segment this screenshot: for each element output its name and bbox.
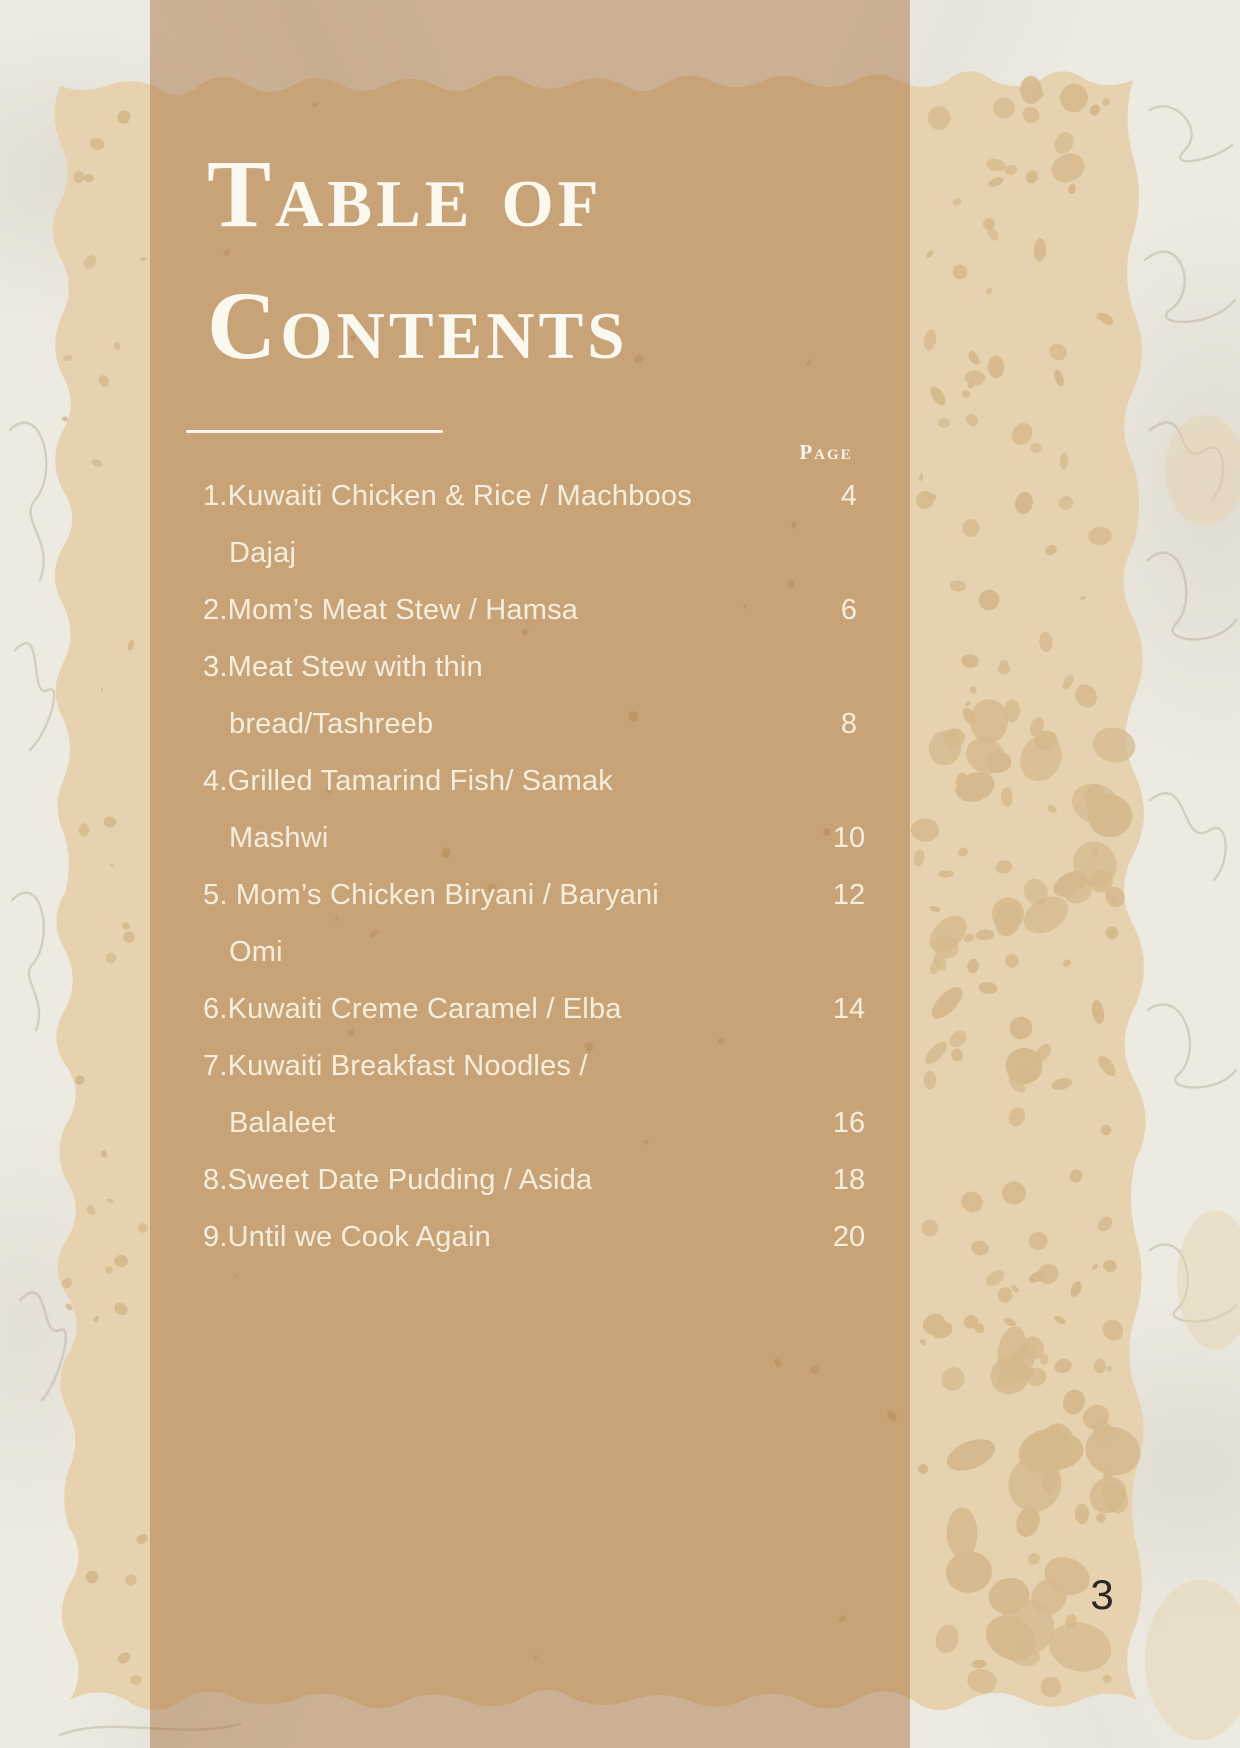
toc-item <box>203 582 903 639</box>
toc-item <box>203 867 903 981</box>
toc-item-number: 7. <box>203 1050 228 1082</box>
toc-item-title: 1.Kuwaiti Chicken & Rice / Machboos Dajaj <box>203 480 692 569</box>
toc-item-page: 8 <box>840 708 858 740</box>
toc-item-title: 2.Mom’s Meat Stew / Hamsa <box>203 594 579 626</box>
toc-item-page: 6 <box>840 594 858 626</box>
toc-item-number: 1. <box>203 480 228 512</box>
toc-item-title: 9.Until we Cook Again <box>203 1221 491 1253</box>
page-column-header: Page <box>799 440 853 464</box>
toc-item-page: 10 <box>832 822 866 854</box>
toc-item-number: 9. <box>203 1221 228 1253</box>
toc-item-title: 7.Kuwaiti Breakfast Noodles / Balaleet <box>203 1050 588 1139</box>
title-divider <box>186 430 443 433</box>
toc-item-page: 20 <box>832 1221 866 1253</box>
toc-item <box>203 981 903 1038</box>
toc-item-page: 4 <box>840 480 858 512</box>
page-title <box>207 128 847 391</box>
toc-item-page: 14 <box>832 993 866 1025</box>
toc-item-title: 6.Kuwaiti Creme Caramel / Elba <box>203 993 622 1025</box>
toc-item-number: 5. <box>203 879 228 911</box>
toc-item-page: 16 <box>832 1107 866 1139</box>
toc-item <box>203 753 903 867</box>
toc-item-number: 8. <box>203 1164 228 1196</box>
toc-item-page: 12 <box>832 879 866 911</box>
toc-item-title: 8.Sweet Date Pudding / Asida <box>203 1164 593 1196</box>
toc-item-number: 4. <box>203 765 228 797</box>
page-title-line-2: Contents <box>207 271 629 379</box>
toc-item <box>203 1038 903 1152</box>
toc-item-number: 6. <box>203 993 228 1025</box>
toc-item-title: 3.Meat Stew with thin bread/Tashreeb <box>203 651 483 740</box>
toc-item-title: 5. Mom’s Chicken Biryani / Baryani Omi <box>203 879 659 968</box>
page-title-line-1: Table of <box>207 140 603 247</box>
toc-item <box>203 639 903 753</box>
toc-item <box>203 468 903 582</box>
toc-item-title: 4.Grilled Tamarind Fish/ Samak Mashwi <box>203 765 614 854</box>
toc-item-number: 3. <box>203 651 228 683</box>
toc-item <box>203 1209 903 1266</box>
toc-item-page: 18 <box>832 1164 866 1196</box>
toc-item <box>203 1152 903 1209</box>
page-number: 3 <box>1090 1571 1114 1618</box>
toc-item-number: 2. <box>203 594 228 626</box>
toc-list <box>203 468 903 1266</box>
